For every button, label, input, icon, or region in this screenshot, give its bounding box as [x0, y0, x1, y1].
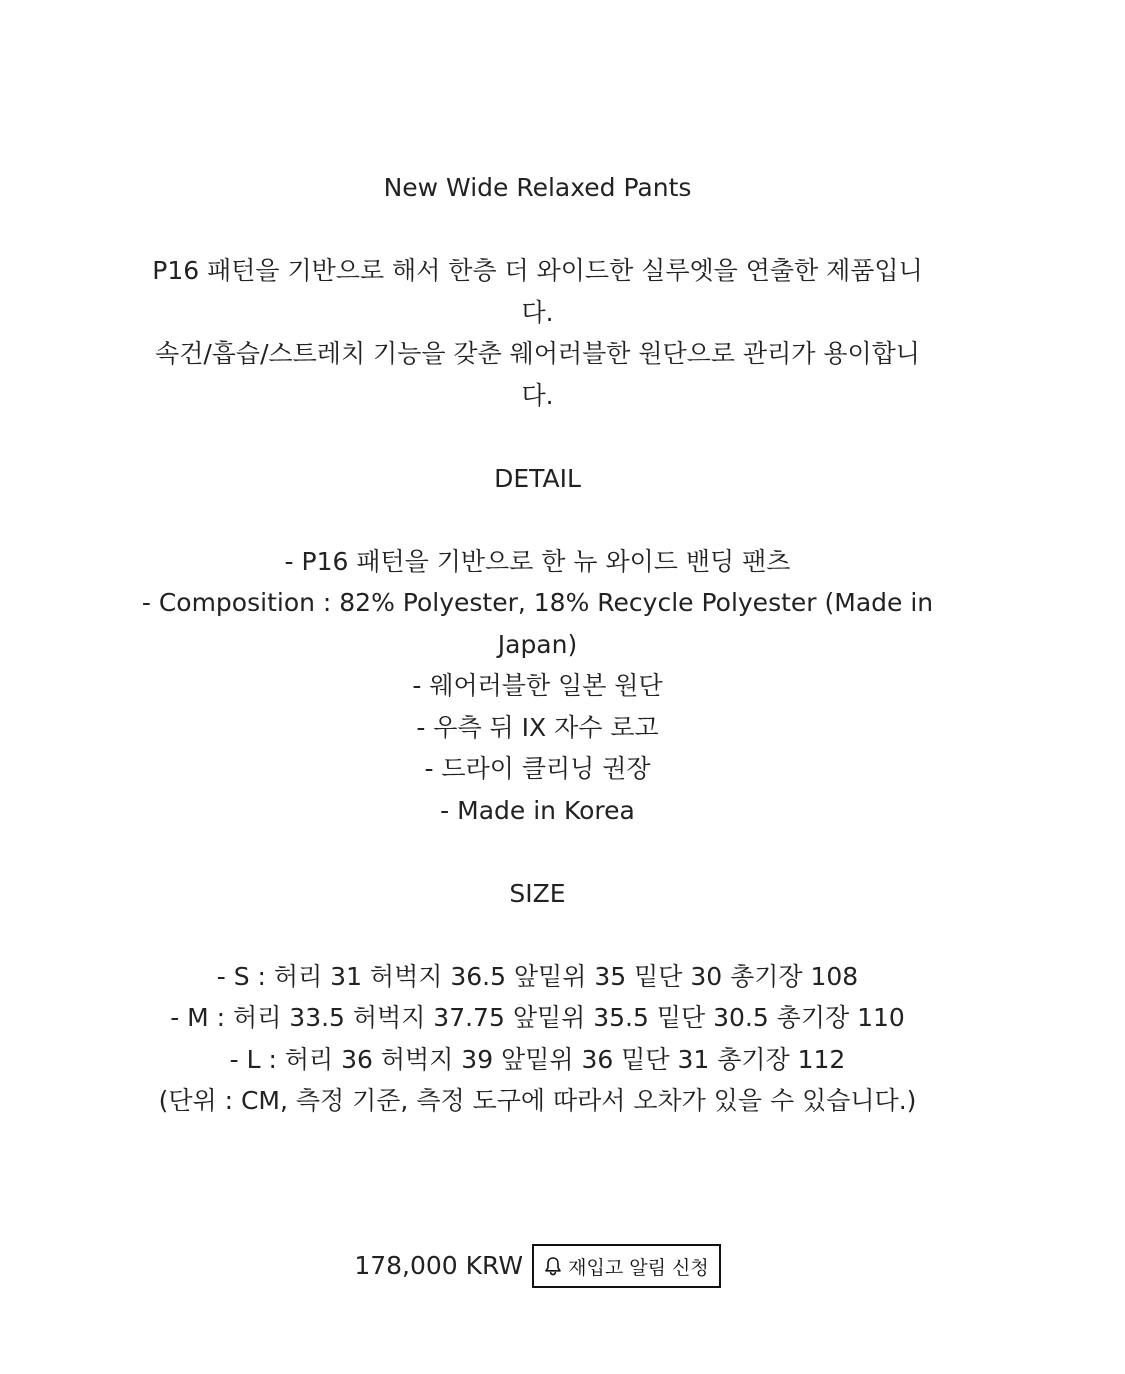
- restock-notify-label: 재입고 알림 신청: [568, 1256, 709, 1279]
- size-heading: SIZE: [509, 878, 566, 908]
- detail-heading: DETAIL: [494, 463, 581, 493]
- intro-line: 속건/흡습/스트레치 기능을 갖춘 웨어러블한 원단으로 관리가 용이합니다.: [155, 339, 920, 410]
- spacer: [140, 914, 935, 956]
- intro-line: P16 패턴을 기반으로 해서 한층 더 와이드한 실루엣을 연출한 제품입니다.: [152, 256, 923, 327]
- detail-item: - 웨어러블한 일본 원단: [412, 671, 663, 700]
- product-price: 178,000 KRW: [354, 1251, 524, 1280]
- spacer: [140, 831, 935, 873]
- size-item: - M : 허리 33.5 허벅지 37.75 앞밑위 35.5 밑단 30.5 총기장 110: [170, 1003, 905, 1032]
- bell-icon: [544, 1256, 562, 1276]
- purchase-row: [0, 1244, 1075, 1288]
- size-note: (단위 : CM, 측정 기준, 측정 도구에 따라서 오차가 있을 수 있습니다.): [158, 1086, 917, 1115]
- detail-item: - P16 패턴을 기반으로 한 뉴 와이드 밴딩 팬츠: [284, 546, 791, 576]
- detail-item: - 우측 뒤 IX 자수 로고: [416, 712, 659, 742]
- detail-item: - Made in Korea: [440, 795, 635, 825]
- size-item: - L : 허리 36 허벅지 39 앞밑위 36 밑단 31 총기장 112: [229, 1044, 846, 1074]
- spacer: [140, 209, 935, 251]
- detail-item: - 드라이 클리닝 권장: [424, 754, 651, 783]
- spacer: [140, 499, 935, 541]
- detail-item: - Composition : 82% Polyester, 18% Recycle Polyester (Made in Japan): [141, 588, 934, 659]
- size-item: - S : 허리 31 허벅지 36.5 앞밑위 35 밑단 30 총기장 108: [216, 961, 859, 991]
- product-title: New Wide Relaxed Pants: [383, 173, 692, 202]
- spacer: [140, 416, 935, 458]
- restock-notify-button[interactable]: [532, 1244, 721, 1288]
- product-description: [140, 167, 935, 1122]
